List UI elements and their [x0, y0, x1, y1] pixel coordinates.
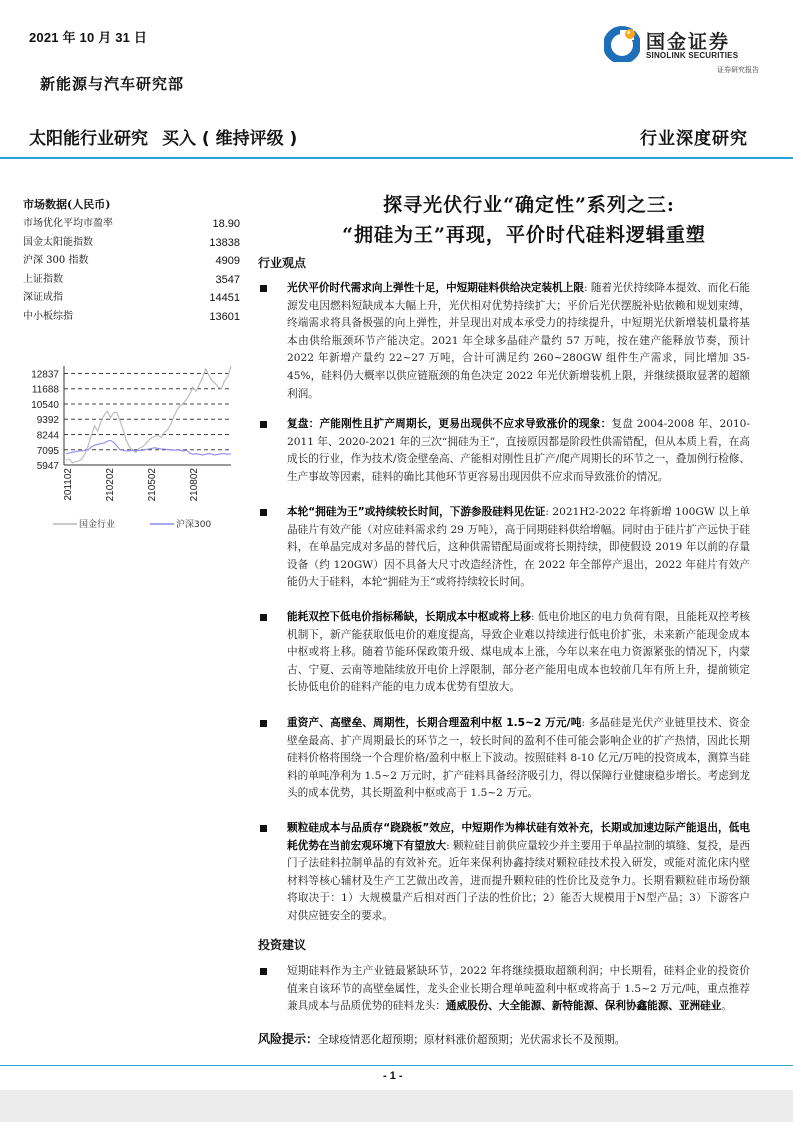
bullet-body: : 2021H2-2022 年将新增 100GW 以上单晶硅片有效产能（对应硅料需求约 29 万吨），高于同期硅料供给增幅。同时由于硅片扩产远快于硅料，在单晶完成对多晶的替代后，这种供需错配局面或将长期持续，即使假设 2019 年以前的存量设备（约 120GW）因不具备大尺寸改造经济性，在 2022 年全部停产退出，2022 年硅片有效产能仍大于硅料，本轮“拥硅为王”或将持续较长时间。 — [287, 506, 750, 589]
market-row — [23, 289, 243, 308]
report-date: 2021 年 10 月 31 日 — [29, 30, 148, 45]
footer-divider — [0, 1065, 793, 1066]
bullet-point — [258, 280, 750, 403]
market-row — [23, 271, 243, 290]
market-label: 中小板综指 — [23, 310, 73, 322]
y-tick-label: 8244 — [36, 430, 59, 442]
bullet-point — [258, 504, 750, 592]
sinolink-logo-icon — [604, 26, 640, 62]
bullet-point — [258, 715, 750, 803]
department-name: 新能源与汽车研究部 — [40, 75, 185, 93]
x-tick-label: 201102 — [63, 468, 74, 501]
market-label: 市场优化平均市盈率 — [23, 218, 113, 229]
market-data-title: 市场数据(人民币) — [23, 198, 111, 211]
market-label: 深证成指 — [23, 292, 63, 303]
market-label: 沪深 300 指数 — [23, 255, 89, 266]
market-row — [23, 234, 243, 253]
section-heading-industry-view: 行业观点 — [258, 256, 307, 270]
market-row — [23, 252, 243, 271]
report-type: 行业深度研究 — [640, 129, 748, 149]
y-tick-label: 12837 — [31, 369, 59, 381]
viewer-background — [0, 1090, 793, 1122]
risk-warning — [258, 1030, 625, 1047]
market-row — [23, 308, 243, 327]
recommended-stocks: 通威股份、大全能源、新特能源、保利协鑫能源、亚洲硅业 — [445, 1000, 722, 1013]
market-label: 上证指数 — [23, 273, 63, 285]
bullet-heading: 复盘：产能刚性且扩产周期长，更易出现供不应求导致涨价的现象： — [287, 418, 612, 430]
investment-end: 。 — [721, 1000, 732, 1013]
market-value: 18.90 — [212, 218, 240, 230]
bullet-body: : 低电价地区的电力负荷有限，且能耗双控考核机制下，新产能获取低电价的难度提高，导致企业难以持续进行低电价扩张，未来新产能现金成本中枢或将上移。随着节能环保政策升级、煤电成本上涨，今年以来在电力资源紧张的情况下，内蒙古、宁夏、云南等地陆续放开电价上浮限制，部分老产能用电成本也较前几年有所上升，提前锁定长协低电价的硅料产能的电力成本优势有望放大。 — [287, 611, 751, 694]
logo-subtitle: 证券研究报告 — [717, 66, 759, 74]
x-tick-label: 210502 — [147, 468, 158, 502]
title-line-2: “拥硅为王”再现，平价时代硅料逻辑重塑 — [342, 224, 706, 246]
y-tick-label: 9392 — [36, 415, 59, 427]
market-value: 14451 — [209, 292, 240, 304]
bullet-square-icon — [260, 509, 267, 516]
title-line-1: 探寻光伏行业“确定性”系列之三: — [383, 194, 675, 216]
section-heading-investment: 投资建议 — [258, 938, 307, 952]
report-title — [255, 190, 793, 250]
x-tick-label: 210802 — [189, 468, 200, 502]
market-value: 4909 — [215, 255, 240, 267]
page-number: - 1 - — [383, 1070, 403, 1082]
bullet-square-icon — [260, 285, 267, 292]
bullet-body: : 颗粒硅目前供应量较少并主要用于单晶拉制的填缝、复投，是西门子法硅料拉制单晶的有效补充。近年来保利协鑫持续对颗粒硅技术投入研发，或能对流化床内壁材料等核心辅材及生产工艺做出改善，进而提升颗粒硅的性价比及竞争力。长期看颗粒硅市场份额将取决于：1）大规模量产后相对西门子法的性价比；2）能否大规模用于N型产品；3）下游客户对供应链安全的要求。 — [287, 839, 750, 922]
y-tick-label: 10540 — [31, 399, 59, 411]
bullet-square-icon — [260, 614, 267, 621]
bullet-heading: 光伏平价时代需求向上弹性十足，中短期硅料供给决定装机上限 — [287, 282, 584, 294]
risk-label: 风险提示： — [258, 1032, 319, 1046]
bullet-heading: 本轮“拥硅为王”或持续较长时间，下游参股硅料见佐证 — [287, 506, 546, 518]
logo-chinese-name: 国金证券 — [646, 31, 731, 53]
x-tick-label: 210202 — [105, 468, 116, 502]
chart-canvas — [20, 350, 250, 540]
sinolink-logo — [604, 24, 764, 84]
risk-text: 全球疫情恶化超预期；原材料涨价超预期；光伏需求长不及预期。 — [318, 1034, 626, 1046]
market-label: 国金太阳能指数 — [23, 236, 93, 248]
logo-english-name: SINOLINK SECURITIES — [646, 51, 739, 60]
market-row — [23, 215, 243, 234]
header-divider — [0, 157, 793, 159]
bullet-heading: 重资产、高壁垒、周期性，长期合理盈利中枢 1.5~2 万元/吨 — [287, 717, 582, 729]
bullet-body: : 随着光伏持续降本提效、而化石能源发电因燃料短缺成本大幅上升，光伏相对优势持续扩大；平价后光伏摆脱补贴依赖和规划束缚，终端需求将具备极强的向上弹性，并呈现出对成本承受力的持续提升，中短期光伏新增装机量将基本由供给瓶颈环节产能决定。2021 年全球多晶硅产量约 57 万吨，按在建产能释放节奏，预计 2022 年新增产量约 22~27 万吨，合计可满足约 260~280GW 组件生产需求，同比增加 35-45%，硅料仍大概率以供应链瓶颈的角色决定 2022 年光伏新增装机上限，并继续摄取显著的超额利润。 — [287, 282, 750, 400]
y-tick-label: 11688 — [31, 384, 59, 396]
bullet-heading: 颗粒硅成本与品质存“跷跷板”效应，中短期作为棒状硅有效补充，长期或加速边际产能退出，低电耗优势在当前宏观环境下有望放大 — [287, 822, 750, 852]
y-tick-label: 5947 — [36, 461, 59, 472]
legend-label: 沪深300 — [176, 520, 212, 530]
market-value: 13838 — [209, 236, 240, 249]
industry-rating-heading — [29, 124, 297, 149]
rating-label: 买入 ( 维持评级 ) — [162, 129, 298, 149]
investment-text: 短期硅料作为主产业链最紧缺环节，2022 年将继续摄取超额利润；中长期看，硅料企业的投资价值来自该环节的高壁垒属性，龙头企业长期合理单吨盈利中枢或将高于 1.5~2 万元/吨，重点推荐兼具成本与品质优势的硅料龙头： — [287, 965, 750, 1013]
investment-bullet — [258, 963, 750, 1016]
bullet-square-icon — [260, 968, 267, 975]
bullet-body: : 多晶硅是光伏产业链里技术、资金壁垒最高、扩产周期最长的环节之一，较长时间的盈利不佳可能会影响企业的扩产热情，因此长期硅料价格将围绕一个合理价格/盈利中枢上下波动。按照硅料 8-10 亿元/万吨的投资成本，测算当硅料的单吨净利为 1.5~2 万元时，扩产硅料具备经济吸引力，得以保障行业健康稳步增长。考虑到龙头的成本优势，其长期盈利中枢或高于 1.5~2 万元。 — [287, 717, 751, 800]
bullet-point — [258, 416, 750, 486]
bullet-square-icon — [260, 720, 267, 727]
industry-label: 太阳能行业研究 — [29, 129, 148, 149]
bullet-point — [258, 609, 750, 697]
market-value: 13601 — [209, 310, 240, 323]
index-line-chart — [20, 350, 250, 540]
bullet-body: 复盘 2004-2008 年、2010-2011 年、2020-2021 年的三次“拥硅为王”，直接原因都是阶段性供需错配，但从本质上看，在高成长的行业，作为技术/资金壁垒高、产能相对刚性且扩产/爬产周期长的环节之一，叠加例行检修、生产事故等因素，硅料的确比其他环节更容易出现因供不应求而导致涨价的情况。 — [287, 418, 751, 483]
series-line — [66, 440, 231, 455]
market-value: 3547 — [215, 273, 240, 286]
market-data-panel — [23, 196, 243, 326]
bullet-square-icon — [260, 825, 267, 832]
legend-label: 国金行业 — [79, 520, 116, 530]
bullet-heading: 能耗双控下低电价指标稀缺，长期成本中枢或将上移 — [287, 611, 531, 623]
y-tick-label: 7095 — [36, 445, 59, 457]
bullet-square-icon — [260, 421, 267, 428]
bullet-point — [258, 820, 750, 926]
